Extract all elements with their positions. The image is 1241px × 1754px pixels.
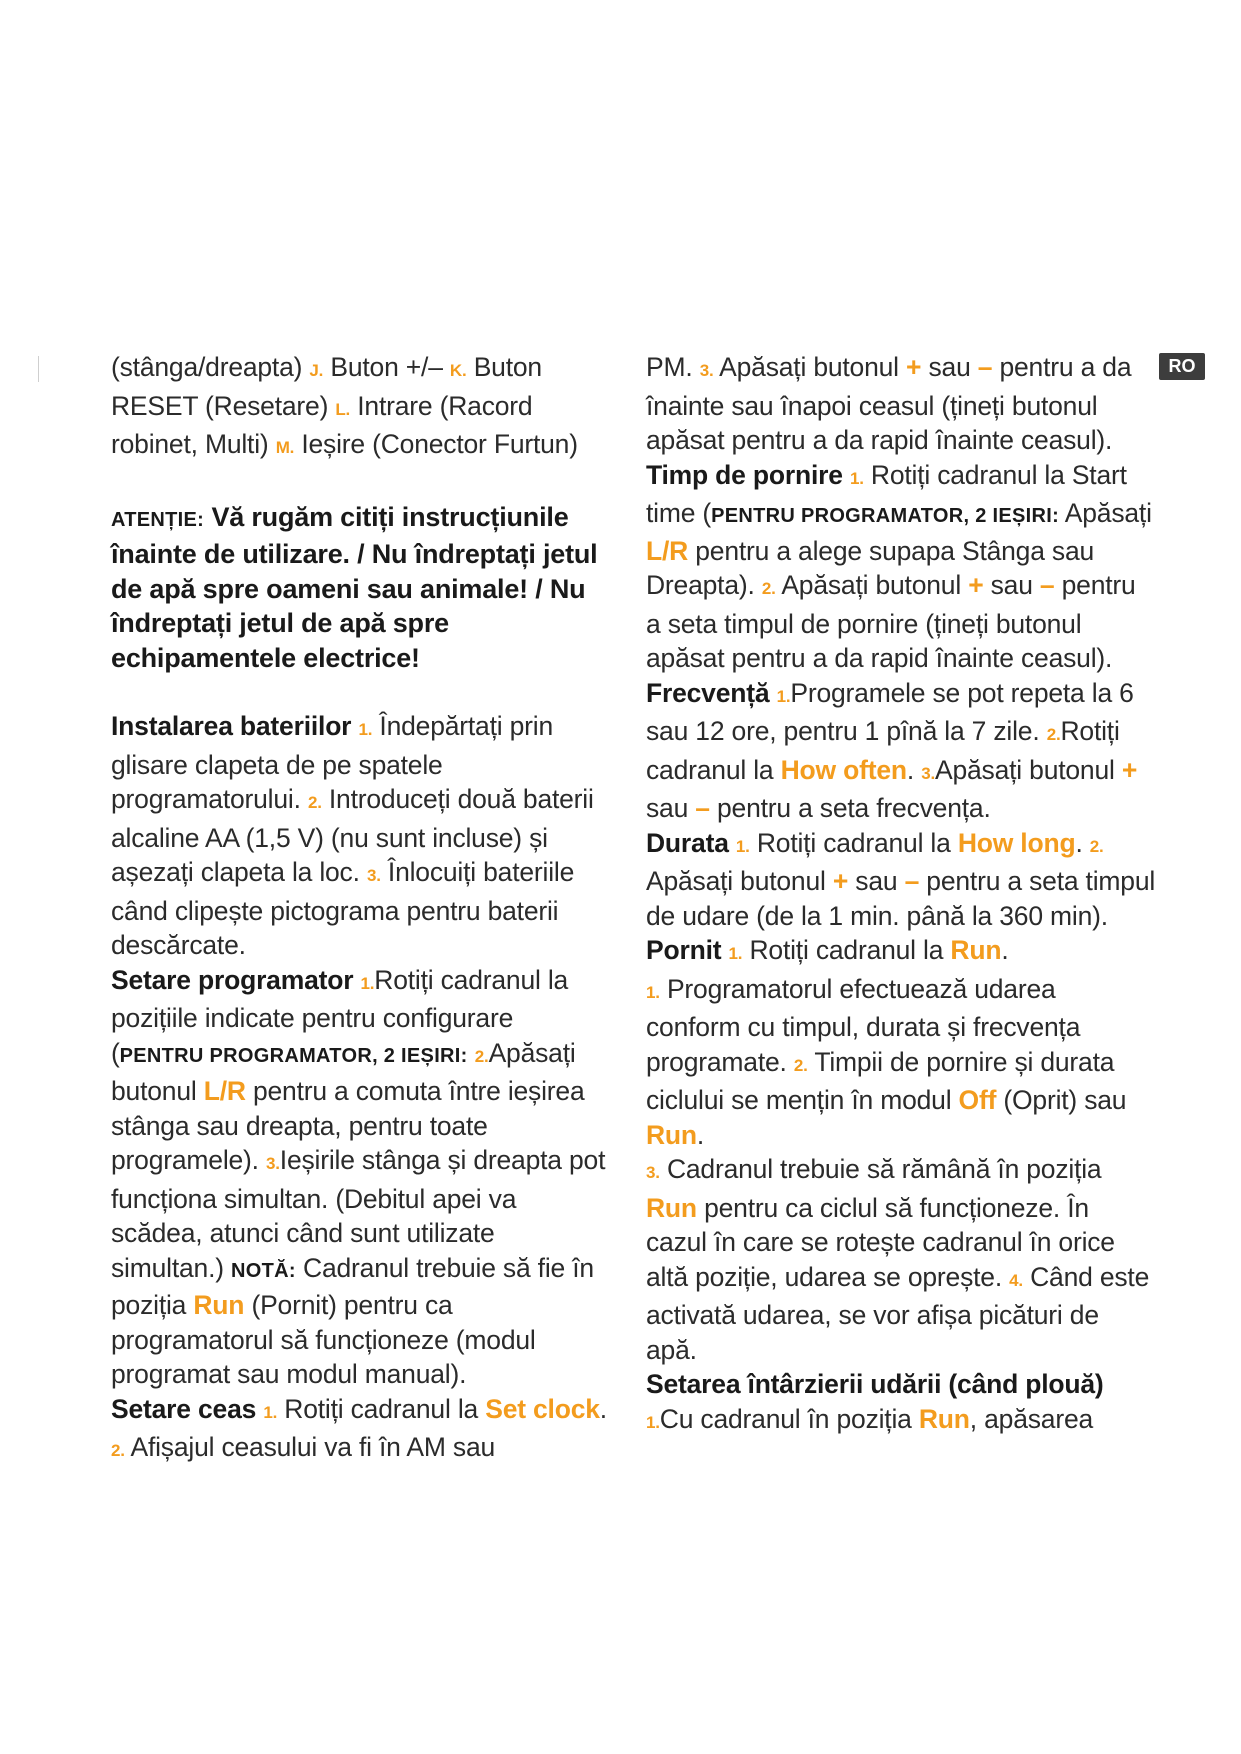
dial-position-how-long: How long — [957, 827, 1076, 858]
dial-position-set-clock: Set clock — [485, 1393, 600, 1424]
text: . — [1075, 827, 1083, 858]
step-text: Programele se pot repeta la 6 sau 12 ore, pentru 1 pînă la 7 zile. — [646, 677, 1134, 746]
step-text: Apăsați butonul — [646, 866, 833, 896]
step-text: Apăsați butonul — [935, 754, 1122, 785]
page-edge-mark — [38, 356, 39, 382]
start-time-section — [646, 458, 1156, 676]
section-heading: Durata — [646, 827, 729, 858]
step-text: Cu cadranul în poziția — [659, 1403, 919, 1434]
text: sau — [848, 866, 905, 896]
step-number: 1. — [849, 468, 864, 488]
plus-symbol: + — [968, 570, 984, 600]
step-number: 1. — [360, 973, 375, 993]
step-text: , apăsarea — [969, 1403, 1094, 1434]
dial-position-run: Run — [646, 1119, 697, 1150]
step-text: Programatorul efectuează udarea conform cu timpul, durata și frecvența programate. — [646, 973, 1081, 1077]
step-text: Înlocuiți bateriile când clipește pictograma pentru baterii descărcate. — [111, 857, 575, 960]
note-text: (Pornit) pentru ca programatorul să funcționeze (modul programat sau modul manual). — [111, 1290, 536, 1389]
step-text: Rotiți cadranul la — [277, 1393, 486, 1424]
section-heading: Frecvență — [646, 677, 770, 708]
step-number: 3. — [366, 866, 381, 885]
step-text: Cadranul trebuie să rămână în poziția — [659, 1154, 1102, 1184]
item-marker-m: M. — [275, 438, 295, 457]
step-text: pentru a seta frecvența. — [709, 793, 991, 823]
step-number: 1. — [735, 836, 750, 856]
section-heading: Setare ceas — [111, 1393, 257, 1424]
clock-section — [111, 1392, 611, 1469]
dial-position-how-often: How often — [780, 754, 907, 785]
step-text: Rotiți cadranul la — [749, 827, 958, 858]
battery-section — [111, 709, 611, 963]
section-heading: Setarea întârzierii udării (când plouă) — [646, 1369, 1104, 1399]
step-number: 3. — [921, 763, 935, 783]
frequency-section — [646, 676, 1156, 826]
step-text: Afișajul ceasului va fi în AM sau — [124, 1432, 496, 1462]
text: Buton RESET (Resetare) — [111, 352, 542, 421]
step-text: (Oprit) sau — [996, 1085, 1127, 1115]
text: sau — [983, 570, 1040, 600]
plus-symbol: + — [1121, 754, 1138, 785]
dial-position-run: Run — [193, 1290, 245, 1320]
step-number: 1. — [776, 686, 791, 706]
dial-position-run: Run — [950, 935, 1002, 965]
text: sau — [646, 793, 696, 823]
on-section — [646, 933, 1156, 1367]
left-column — [111, 350, 611, 1469]
step-number: 2. — [761, 579, 776, 598]
plus-symbol: + — [832, 866, 849, 896]
step-text: Rotiți cadranul la — [742, 935, 951, 965]
step-number: 2. — [793, 1055, 808, 1075]
step-text: Apăsați butonul — [775, 570, 969, 600]
text: Ieșire (Conector Furtun) — [294, 429, 578, 459]
step-text: Îndepărtați prin glisare clapeta de pe spatele programatorului. — [111, 711, 554, 814]
warning-text: Vă rugăm citiți instrucțiunile înainte de utilizare. / Nu îndreptați jetul de apă spre oameni sau animale! / Nu îndreptați jetul de apă spre echipamentele electrice! — [111, 501, 598, 673]
note-label: NOTĂ: — [231, 1259, 296, 1282]
programmer-section — [111, 963, 611, 1392]
step-text: pentru a da înainte sau înapoi ceasul (țineți butonul apăsat pentru a da rapid înainte ceasul). — [646, 352, 1132, 455]
step-number: 3. — [646, 1163, 660, 1182]
item-marker-k: K. — [449, 361, 467, 380]
step-text: Când este activată udarea, se vor afișa picături de apă. — [646, 1261, 1150, 1365]
duration-section — [646, 826, 1156, 934]
minus-symbol: – — [904, 866, 920, 896]
step-text: Rotiți cadranul la — [646, 716, 1120, 785]
text: . — [599, 1393, 607, 1424]
dial-position-run: Run — [918, 1403, 970, 1434]
right-column — [646, 350, 1156, 1440]
step-text: Apăsați butonul — [713, 352, 907, 382]
section-heading: Setare programator — [111, 964, 354, 995]
warning-label: ATENȚIE: — [111, 508, 205, 531]
step-number: 2. — [1089, 836, 1104, 856]
step-number: 1. — [263, 1402, 278, 1422]
text: sau — [921, 352, 978, 382]
step-number: 2. — [307, 793, 322, 812]
step-text: pentru a seta timpul de pornire (țineți butonul apăsat pentru a da rapid înainte ceasul). — [646, 570, 1136, 673]
minus-symbol: – — [977, 352, 993, 382]
small-caps-label: PENTRU PROGRAMATOR, 2 IEȘIRI: — [711, 505, 1060, 527]
step-text: Rotiți cadranul la Start time ( — [646, 459, 1127, 528]
step-text: pentru a comuta între ieșirea stânga sau dreapta, pentru toate programele). — [111, 1076, 585, 1175]
minus-symbol: – — [1039, 570, 1055, 600]
section-heading: Instalarea bateriilor — [111, 711, 352, 741]
note-text: Cadranul trebuie să fie în poziția — [111, 1252, 594, 1320]
text: Intrare (Racord robinet, Multi) — [111, 390, 533, 459]
button-name-lr: L/R — [646, 535, 689, 566]
text: . — [1001, 935, 1009, 965]
text: PM. — [646, 352, 700, 382]
step-number: 1. — [646, 982, 660, 1002]
text: . — [696, 1119, 705, 1150]
step-text: Timpii de pornire și durata ciclului se mențin în modul — [646, 1046, 1115, 1115]
step-number: 1. — [358, 720, 373, 739]
step-number: 1. — [728, 944, 743, 963]
parts-list-continued — [111, 350, 611, 466]
step-number: 2. — [474, 1046, 489, 1066]
small-caps-label: PENTRU PROGRAMATOR, 2 IEȘIRI: — [119, 1044, 468, 1067]
text: . — [906, 754, 915, 785]
step-text: Apăsați butonul — [111, 1037, 576, 1106]
step-number: 2. — [1046, 725, 1061, 744]
warning-paragraph — [111, 500, 611, 676]
step-number: 3. — [266, 1154, 280, 1173]
step-number: 4. — [1009, 1270, 1023, 1290]
item-marker-l: L. — [335, 399, 351, 419]
step-text: pentru ca ciclul să funcționeze. În cazul în care se rotește cadranul în orice altă poziție, udarea se oprește. — [646, 1192, 1115, 1292]
step-text: pentru a seta timpul de udare (de la 1 min. până la 360 min). — [646, 866, 1156, 931]
text: (stânga/dreapta) — [111, 352, 310, 382]
language-badge: RO — [1159, 353, 1205, 380]
dial-position-off: Off — [958, 1085, 997, 1115]
clock-section-continued — [646, 350, 1156, 458]
minus-symbol: – — [695, 793, 710, 823]
text: Buton +/– — [323, 352, 450, 382]
step-text: Apăsați — [1059, 498, 1152, 528]
step-text: pentru a alege supapa Stânga sau Dreapta). — [646, 535, 1095, 600]
plus-symbol: + — [906, 352, 922, 382]
step-text: Rotiți cadranul la pozițiile indicate pentru configurare ( — [111, 964, 569, 1068]
item-marker-j: J. — [309, 361, 324, 380]
rain-delay-section — [646, 1367, 1156, 1440]
step-number: 1. — [646, 1412, 660, 1432]
section-heading: Pornit — [646, 935, 722, 965]
step-text: Ieșirile stânga și dreapta pot funcționa simultan. (Debitul apei va scădea, atunci când sunt utilizate simultan.) — [111, 1145, 606, 1283]
button-name-lr: L/R — [203, 1076, 246, 1106]
dial-position-run: Run — [646, 1192, 697, 1223]
section-heading: Timp de pornire — [646, 459, 843, 490]
step-number: 3. — [699, 361, 714, 380]
step-text: Introduceți două baterii alcaline AA (1,5 V) (nu sunt incluse) și așezați clapeta la loc. — [111, 784, 594, 887]
step-number: 2. — [111, 1441, 125, 1460]
